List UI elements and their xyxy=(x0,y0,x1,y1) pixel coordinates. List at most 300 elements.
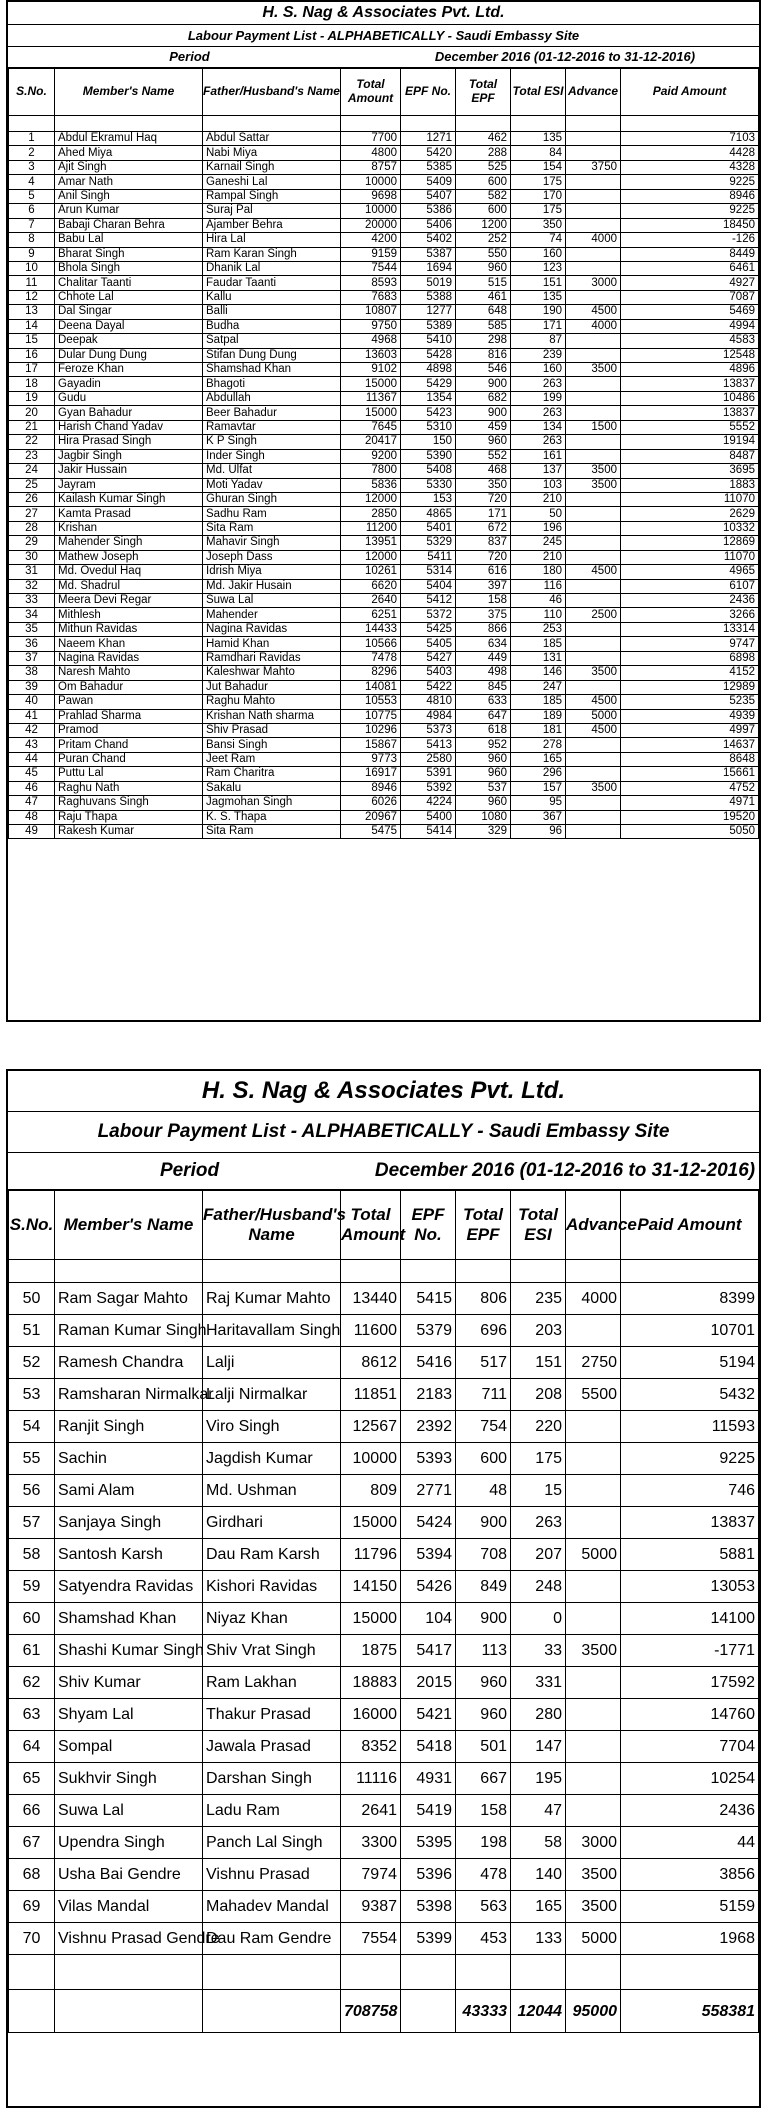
cell-total-amount: 20417 xyxy=(341,435,401,449)
table-row xyxy=(9,1635,759,1667)
cell-paid-amount: 3856 xyxy=(621,1859,759,1891)
cell-sno: 59 xyxy=(9,1571,55,1603)
header-advance: Advance xyxy=(566,69,621,116)
cell-total-epf: 667 xyxy=(456,1763,511,1795)
cell-member-name: Kailash Kumar Singh xyxy=(55,492,203,506)
cell-advance xyxy=(566,348,621,362)
cell-total-amount: 18883 xyxy=(341,1667,401,1699)
blank-cell xyxy=(341,1955,401,1990)
cell-member-name: Dal Singar xyxy=(55,305,203,319)
cell-father-name: Sita Ram xyxy=(203,521,341,535)
cell-advance: 4000 xyxy=(566,233,621,247)
cell-total-epf: 600 xyxy=(456,175,511,189)
cell-total-epf: 48 xyxy=(456,1475,511,1507)
cell-advance: 5000 xyxy=(566,709,621,723)
cell-total-amount: 10553 xyxy=(341,695,401,709)
cell-advance xyxy=(566,651,621,665)
table-row xyxy=(9,391,759,405)
cell-epf-no: 4931 xyxy=(401,1763,456,1795)
cell-father-name: Raj Kumar Mahto xyxy=(203,1283,341,1315)
header-paid-amount: Paid Amount xyxy=(621,1191,759,1260)
cell-member-name: Suwa Lal xyxy=(55,1795,203,1827)
cell-epf-no: 5426 xyxy=(401,1571,456,1603)
cell-epf-no: 2580 xyxy=(401,752,456,766)
table-row xyxy=(9,435,759,449)
cell-total-esi: 367 xyxy=(511,810,566,824)
cell-advance xyxy=(566,204,621,218)
cell-total-esi: 151 xyxy=(511,276,566,290)
cell-total-amount: 9159 xyxy=(341,247,401,261)
cell-father-name: Mahender xyxy=(203,608,341,622)
cell-paid-amount: 15661 xyxy=(621,767,759,781)
table-row xyxy=(9,666,759,680)
table-row xyxy=(9,680,759,694)
cell-sno: 31 xyxy=(9,565,55,579)
cell-total-epf: 113 xyxy=(456,1635,511,1667)
total-total-amount: 708758 xyxy=(341,1990,401,2033)
cell-total-epf: 754 xyxy=(456,1411,511,1443)
cell-advance: 4000 xyxy=(566,1283,621,1315)
cell-paid-amount: 14100 xyxy=(621,1603,759,1635)
cell-total-epf: 900 xyxy=(456,1603,511,1635)
cell-total-amount: 14433 xyxy=(341,622,401,636)
cell-paid-amount: 10701 xyxy=(621,1315,759,1347)
cell-total-esi: 46 xyxy=(511,594,566,608)
cell-member-name: Md. Shadrul xyxy=(55,579,203,593)
cell-total-esi: 84 xyxy=(511,146,566,160)
cell-epf-no: 5388 xyxy=(401,290,456,304)
cell-paid-amount: 14760 xyxy=(621,1699,759,1731)
cell-sno: 54 xyxy=(9,1411,55,1443)
cell-epf-no: 5389 xyxy=(401,319,456,333)
cell-epf-no: 5392 xyxy=(401,781,456,795)
cell-sno: 14 xyxy=(9,319,55,333)
totals-row xyxy=(9,1990,759,2033)
table-row xyxy=(9,651,759,665)
cell-advance xyxy=(566,334,621,348)
cell-advance xyxy=(566,1699,621,1731)
cell-epf-no: 5386 xyxy=(401,204,456,218)
cell-total-amount: 9750 xyxy=(341,319,401,333)
table-row xyxy=(9,550,759,564)
cell-total-esi: 203 xyxy=(511,1315,566,1347)
cell-member-name: Vishnu Prasad Gendre xyxy=(55,1923,203,1955)
cell-member-name: Ahed Miya xyxy=(55,146,203,160)
cell-total-amount: 4200 xyxy=(341,233,401,247)
cell-advance xyxy=(566,435,621,449)
cell-sno: 52 xyxy=(9,1347,55,1379)
table-row xyxy=(9,1315,759,1347)
cell-epf-no: 1271 xyxy=(401,132,456,146)
cell-father-name: Panch Lal Singh xyxy=(203,1827,341,1859)
total-member-name xyxy=(55,1990,203,2033)
cell-total-amount: 2641 xyxy=(341,1795,401,1827)
cell-father-name: Ghuran Singh xyxy=(203,492,341,506)
cell-epf-no: 5372 xyxy=(401,608,456,622)
cell-advance xyxy=(566,1507,621,1539)
cell-epf-no: 5411 xyxy=(401,550,456,564)
cell-total-esi: 175 xyxy=(511,204,566,218)
cell-total-esi: 210 xyxy=(511,550,566,564)
cell-paid-amount: 4583 xyxy=(621,334,759,348)
cell-father-name: Krishan Nath sharma xyxy=(203,709,341,723)
cell-member-name: Rakesh Kumar xyxy=(55,825,203,839)
cell-member-name: Nagina Ravidas xyxy=(55,651,203,665)
cell-sno: 21 xyxy=(9,420,55,434)
total-total-epf: 43333 xyxy=(456,1990,511,2033)
cell-total-epf: 900 xyxy=(456,406,511,420)
cell-paid-amount: 3695 xyxy=(621,464,759,478)
cell-total-amount: 11367 xyxy=(341,391,401,405)
cell-paid-amount: 13837 xyxy=(621,406,759,420)
table-row xyxy=(9,319,759,333)
table-row xyxy=(9,709,759,723)
total-total-esi: 12044 xyxy=(511,1990,566,2033)
blank-cell xyxy=(9,1955,55,1990)
cell-total-amount: 15867 xyxy=(341,738,401,752)
cell-father-name: Kaleshwar Mahto xyxy=(203,666,341,680)
cell-total-epf: 672 xyxy=(456,521,511,535)
cell-paid-amount: 4939 xyxy=(621,709,759,723)
cell-total-epf: 546 xyxy=(456,363,511,377)
cell-epf-no: 5314 xyxy=(401,565,456,579)
cell-total-amount: 7700 xyxy=(341,132,401,146)
cell-advance: 5000 xyxy=(566,1539,621,1571)
cell-father-name: Balli xyxy=(203,305,341,319)
cell-sno: 69 xyxy=(9,1891,55,1923)
cell-total-esi: 245 xyxy=(511,536,566,550)
table-row xyxy=(9,752,759,766)
cell-epf-no: 5420 xyxy=(401,146,456,160)
cell-epf-no: 1354 xyxy=(401,391,456,405)
cell-father-name: Shiv Vrat Singh xyxy=(203,1635,341,1667)
table-row xyxy=(9,1475,759,1507)
cell-paid-amount: 1968 xyxy=(621,1923,759,1955)
cell-sno: 64 xyxy=(9,1731,55,1763)
cell-sno: 7 xyxy=(9,218,55,232)
cell-total-epf: 960 xyxy=(456,435,511,449)
cell-father-name: Mahavir Singh xyxy=(203,536,341,550)
cell-father-name: Satpal xyxy=(203,334,341,348)
cell-member-name: Gayadin xyxy=(55,377,203,391)
cell-paid-amount: 9225 xyxy=(621,175,759,189)
cell-epf-no: 5417 xyxy=(401,1635,456,1667)
cell-paid-amount: 5235 xyxy=(621,695,759,709)
table-row xyxy=(9,1443,759,1475)
cell-advance: 4500 xyxy=(566,695,621,709)
cell-total-esi: 135 xyxy=(511,290,566,304)
cell-epf-no: 5329 xyxy=(401,536,456,550)
cell-total-epf: 552 xyxy=(456,449,511,463)
cell-total-esi: 133 xyxy=(511,1923,566,1955)
cell-total-epf: 960 xyxy=(456,1699,511,1731)
cell-total-epf: 252 xyxy=(456,233,511,247)
cell-father-name: Abdul Sattar xyxy=(203,132,341,146)
cell-father-name: Kallu xyxy=(203,290,341,304)
cell-father-name: Ram Charitra xyxy=(203,767,341,781)
cell-member-name: Sukhvir Singh xyxy=(55,1763,203,1795)
cell-father-name: Ganeshi Lal xyxy=(203,175,341,189)
cell-total-esi: 210 xyxy=(511,492,566,506)
header-sno: S.No. xyxy=(9,69,55,116)
cell-sno: 49 xyxy=(9,825,55,839)
cell-total-esi: 96 xyxy=(511,825,566,839)
header-row xyxy=(9,69,759,116)
cell-paid-amount: 8449 xyxy=(621,247,759,261)
cell-father-name: Dau Ram Karsh xyxy=(203,1539,341,1571)
cell-total-amount: 8352 xyxy=(341,1731,401,1763)
cell-member-name: Babu Lal xyxy=(55,233,203,247)
cell-father-name: Viro Singh xyxy=(203,1411,341,1443)
cell-advance: 3500 xyxy=(566,781,621,795)
cell-total-amount: 10000 xyxy=(341,175,401,189)
cell-total-esi: 165 xyxy=(511,1891,566,1923)
cell-total-amount: 15000 xyxy=(341,1507,401,1539)
cell-total-esi: 175 xyxy=(511,1443,566,1475)
cell-paid-amount: 44 xyxy=(621,1827,759,1859)
cell-total-amount: 4968 xyxy=(341,334,401,348)
cell-advance xyxy=(566,146,621,160)
cell-epf-no: 5428 xyxy=(401,348,456,362)
cell-total-esi: 239 xyxy=(511,348,566,362)
cell-father-name: Stifan Dung Dung xyxy=(203,348,341,362)
cell-epf-no: 5330 xyxy=(401,478,456,492)
table-row xyxy=(9,1923,759,1955)
cell-epf-no: 5387 xyxy=(401,247,456,261)
table-row xyxy=(9,810,759,824)
cell-total-epf: 1200 xyxy=(456,218,511,232)
cell-paid-amount: -1771 xyxy=(621,1635,759,1667)
cell-paid-amount: 746 xyxy=(621,1475,759,1507)
cell-father-name: Bansi Singh xyxy=(203,738,341,752)
cell-advance: 3000 xyxy=(566,276,621,290)
cell-member-name: Deepak xyxy=(55,334,203,348)
cell-total-epf: 375 xyxy=(456,608,511,622)
cell-sno: 12 xyxy=(9,290,55,304)
cell-member-name: Md. Ovedul Haq xyxy=(55,565,203,579)
header-total-esi: Total ESI xyxy=(511,1191,566,1260)
cell-member-name: Shiv Kumar xyxy=(55,1667,203,1699)
table-row xyxy=(9,305,759,319)
cell-total-esi: 263 xyxy=(511,406,566,420)
total-paid-amount: 558381 xyxy=(621,1990,759,2033)
table-body xyxy=(9,1260,759,2033)
cell-sno: 45 xyxy=(9,767,55,781)
cell-father-name: Abdullah xyxy=(203,391,341,405)
cell-sno: 15 xyxy=(9,334,55,348)
cell-epf-no: 5415 xyxy=(401,1283,456,1315)
cell-total-amount: 6620 xyxy=(341,579,401,593)
cell-father-name: Budha xyxy=(203,319,341,333)
cell-total-esi: 278 xyxy=(511,738,566,752)
cell-advance: 2500 xyxy=(566,608,621,622)
table-row xyxy=(9,536,759,550)
header-total-epf: Total EPF xyxy=(456,1191,511,1260)
table-row xyxy=(9,1859,759,1891)
cell-advance xyxy=(566,521,621,535)
cell-advance xyxy=(566,810,621,824)
cell-father-name: Mahadev Mandal xyxy=(203,1891,341,1923)
cell-father-name: Lalji Nirmalkar xyxy=(203,1379,341,1411)
cell-advance xyxy=(566,1667,621,1699)
cell-advance xyxy=(566,752,621,766)
cell-sno: 70 xyxy=(9,1923,55,1955)
cell-advance xyxy=(566,507,621,521)
cell-advance xyxy=(566,1603,621,1635)
cell-epf-no: 5379 xyxy=(401,1315,456,1347)
blank-cell xyxy=(511,1955,566,1990)
cell-advance: 4500 xyxy=(566,565,621,579)
table-row xyxy=(9,738,759,752)
cell-member-name: Jakir Hussain xyxy=(55,464,203,478)
cell-total-amount: 7478 xyxy=(341,651,401,665)
cell-member-name: Deena Dayal xyxy=(55,319,203,333)
cell-total-amount: 2850 xyxy=(341,507,401,521)
cell-epf-no: 5405 xyxy=(401,637,456,651)
cell-member-name: Arun Kumar xyxy=(55,204,203,218)
cell-paid-amount: 12989 xyxy=(621,680,759,694)
cell-advance xyxy=(566,247,621,261)
cell-epf-no: 5408 xyxy=(401,464,456,478)
blank-cell xyxy=(621,1955,759,1990)
cell-father-name: Md. Ulfat xyxy=(203,464,341,478)
cell-sno: 65 xyxy=(9,1763,55,1795)
cell-total-epf: 468 xyxy=(456,464,511,478)
cell-sno: 17 xyxy=(9,363,55,377)
cell-total-esi: 50 xyxy=(511,507,566,521)
cell-total-esi: 110 xyxy=(511,608,566,622)
cell-total-esi: 331 xyxy=(511,1667,566,1699)
cell-advance: 5000 xyxy=(566,1923,621,1955)
cell-total-amount: 12000 xyxy=(341,492,401,506)
cell-advance xyxy=(566,377,621,391)
cell-total-esi: 161 xyxy=(511,449,566,463)
cell-paid-amount: 13053 xyxy=(621,1571,759,1603)
table-row xyxy=(9,1891,759,1923)
cell-epf-no: 5413 xyxy=(401,738,456,752)
cell-total-epf: 720 xyxy=(456,550,511,564)
cell-advance: 3500 xyxy=(566,1859,621,1891)
cell-total-epf: 618 xyxy=(456,723,511,737)
table-row xyxy=(9,1411,759,1443)
cell-sno: 9 xyxy=(9,247,55,261)
cell-advance xyxy=(566,680,621,694)
cell-father-name: K P Singh xyxy=(203,435,341,449)
cell-total-epf: 960 xyxy=(456,261,511,275)
cell-epf-no: 5429 xyxy=(401,377,456,391)
cell-member-name: Ajit Singh xyxy=(55,160,203,174)
cell-father-name: Sadhu Ram xyxy=(203,507,341,521)
cell-total-epf: 517 xyxy=(456,1347,511,1379)
cell-total-esi: 154 xyxy=(511,160,566,174)
cell-total-epf: 900 xyxy=(456,1507,511,1539)
cell-total-epf: 158 xyxy=(456,1795,511,1827)
period-label: Period xyxy=(159,1160,220,1181)
cell-sno: 10 xyxy=(9,261,55,275)
cell-total-amount: 16000 xyxy=(341,1699,401,1731)
cell-advance: 3500 xyxy=(566,666,621,680)
cell-total-epf: 198 xyxy=(456,1827,511,1859)
cell-total-amount: 10775 xyxy=(341,709,401,723)
cell-epf-no: 5385 xyxy=(401,160,456,174)
cell-paid-amount: 4994 xyxy=(621,319,759,333)
cell-father-name: Dhanik Lal xyxy=(203,261,341,275)
cell-sno: 18 xyxy=(9,377,55,391)
cell-member-name: Harish Chand Yadav xyxy=(55,420,203,434)
table-row xyxy=(9,1507,759,1539)
cell-paid-amount: 10332 xyxy=(621,521,759,535)
cell-sno: 1 xyxy=(9,132,55,146)
cell-sno: 29 xyxy=(9,536,55,550)
cell-father-name: Jagmohan Singh xyxy=(203,796,341,810)
table-row xyxy=(9,695,759,709)
total-advance: 95000 xyxy=(566,1990,621,2033)
cell-member-name: Ramesh Chandra xyxy=(55,1347,203,1379)
cell-member-name: Ramsharan Nirmalkar xyxy=(55,1379,203,1411)
cell-paid-amount: 4428 xyxy=(621,146,759,160)
cell-paid-amount: 5552 xyxy=(621,420,759,434)
blank-row xyxy=(9,1955,759,1990)
cell-father-name: Karnail Singh xyxy=(203,160,341,174)
cell-total-epf: 647 xyxy=(456,709,511,723)
cell-advance: 3000 xyxy=(566,1827,621,1859)
cell-total-amount: 8593 xyxy=(341,276,401,290)
cell-father-name: Ram Karan Singh xyxy=(203,247,341,261)
table-row xyxy=(9,189,759,203)
cell-total-amount: 10261 xyxy=(341,565,401,579)
cell-total-amount: 13440 xyxy=(341,1283,401,1315)
table-row xyxy=(9,449,759,463)
table-row xyxy=(9,1795,759,1827)
cell-advance: 3750 xyxy=(566,160,621,174)
cell-total-epf: 501 xyxy=(456,1731,511,1763)
cell-total-amount: 1875 xyxy=(341,1635,401,1667)
cell-paid-amount: 4965 xyxy=(621,565,759,579)
cell-epf-no: 5421 xyxy=(401,1699,456,1731)
cell-member-name: Sanjaya Singh xyxy=(55,1507,203,1539)
cell-total-amount: 5475 xyxy=(341,825,401,839)
cell-advance: 4000 xyxy=(566,319,621,333)
cell-paid-amount: 2629 xyxy=(621,507,759,521)
cell-total-esi: 95 xyxy=(511,796,566,810)
cell-advance xyxy=(566,290,621,304)
cell-father-name: Lalji xyxy=(203,1347,341,1379)
cell-father-name: Faudar Taanti xyxy=(203,276,341,290)
cell-total-esi: 0 xyxy=(511,1603,566,1635)
cell-advance xyxy=(566,175,621,189)
spacer-row xyxy=(9,1260,759,1283)
cell-sno: 63 xyxy=(9,1699,55,1731)
cell-paid-amount: 8399 xyxy=(621,1283,759,1315)
header-total-epf: Total EPF xyxy=(456,69,511,116)
cell-total-amount: 20967 xyxy=(341,810,401,824)
cell-father-name: Sakalu xyxy=(203,781,341,795)
cell-total-amount: 11851 xyxy=(341,1379,401,1411)
cell-sno: 27 xyxy=(9,507,55,521)
table-row xyxy=(9,1731,759,1763)
cell-father-name: Ram Lakhan xyxy=(203,1667,341,1699)
blank-cell xyxy=(566,1955,621,1990)
header-father-name: Father/Husband's Name xyxy=(203,1191,341,1260)
cell-sno: 43 xyxy=(9,738,55,752)
table-row xyxy=(9,276,759,290)
cell-epf-no: 5414 xyxy=(401,825,456,839)
cell-paid-amount: 5194 xyxy=(621,1347,759,1379)
cell-advance xyxy=(566,550,621,564)
cell-sno: 2 xyxy=(9,146,55,160)
cell-total-epf: 960 xyxy=(456,752,511,766)
cell-member-name: Dular Dung Dung xyxy=(55,348,203,362)
